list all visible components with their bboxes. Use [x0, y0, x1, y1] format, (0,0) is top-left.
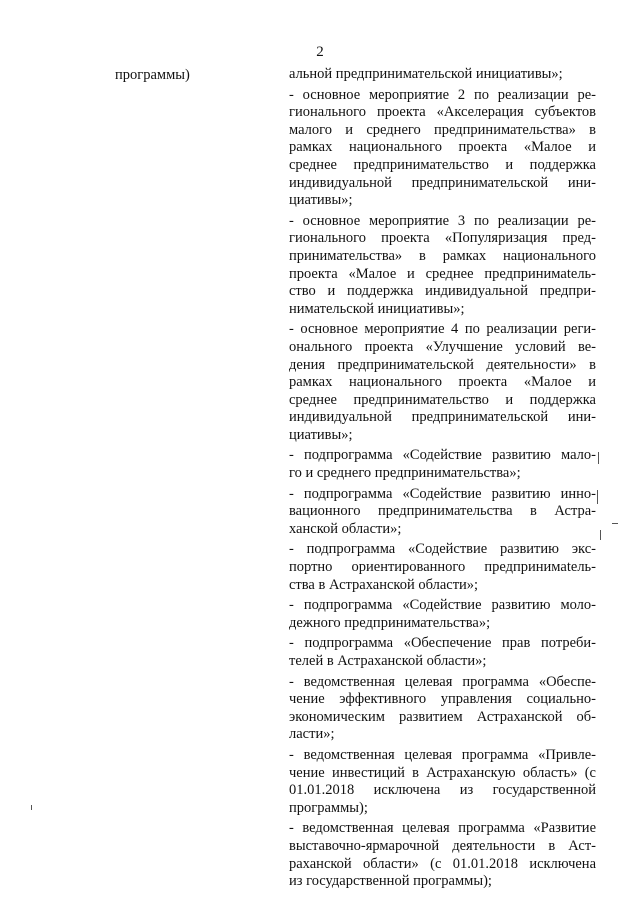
text-line: ства в Астраханской области»;	[289, 576, 479, 593]
paragraph	[289, 674, 596, 744]
text-line: ласти»;	[289, 726, 335, 743]
text-line: альной предпринимательской инициативы»;	[289, 66, 563, 82]
scan-speck	[598, 452, 599, 464]
paragraph	[289, 447, 596, 482]
paragraph	[289, 66, 596, 84]
text-line: - ведомственная целевая программа «Обеспе-	[289, 673, 596, 690]
paragraph	[289, 820, 596, 890]
text-line: ство и поддержка индивидуальной предпри-	[289, 283, 596, 300]
text-line: гионального проекта «Популяризация пред-	[289, 230, 596, 247]
paragraph	[289, 87, 596, 210]
text-line: - ведомственная целевая программа «Привле-	[289, 746, 596, 763]
text-line: телей в Астраханской области»;	[289, 653, 487, 669]
text-line: программы);	[289, 799, 368, 816]
text-line: рамках национального проекта «Малое и	[289, 139, 596, 156]
page-number: 2	[316, 44, 324, 60]
text-line: - подпрограмма «Содействие развитию мало-	[289, 447, 596, 464]
text-line: среднее предпринимательство и поддержка	[289, 156, 596, 173]
text-line: дения предпринимательской деятельности» в	[289, 356, 596, 373]
text-line: чение эффективного управления социально-	[289, 691, 596, 708]
paragraph	[289, 635, 596, 670]
left-column-label: программы)	[115, 67, 190, 83]
scan-speck	[600, 530, 601, 540]
scan-speck	[612, 523, 618, 524]
text-line: онального проекта «Улучшение условий ве-	[289, 338, 596, 355]
text-line: - ведомственная целевая программа «Развитие	[289, 820, 596, 837]
text-line: 01.01.2018 исключена из государственной	[289, 782, 596, 799]
text-line: - основное мероприятие 3 по реализации ре-	[289, 212, 596, 229]
text-line: принимательства» в рамках национального	[289, 247, 596, 264]
text-line: проекта «Малое и среднее предпринимatель-	[289, 265, 596, 282]
scan-speck	[597, 490, 598, 504]
text-line: чение инвестиций в Астраханскую область» (с	[289, 764, 596, 781]
paragraph	[289, 541, 596, 594]
text-line: циативы»;	[289, 426, 353, 443]
paragraph	[289, 321, 596, 444]
text-line: го и среднего предпринимательства»;	[289, 465, 521, 482]
text-line: малого и среднего предпринимательства» в	[289, 121, 596, 138]
text-line: выставочно-ярмарочной деятельности в Аст-	[289, 837, 596, 854]
text-line: экономическим развитием Астраханской об-	[289, 708, 596, 725]
paragraph	[289, 213, 596, 319]
text-line: индивидуальной предпринимательской ини-	[289, 409, 596, 426]
text-line: среднее предпринимательство и поддержка	[289, 391, 596, 408]
text-line: дежного предпринимательства»;	[289, 614, 491, 631]
text-line: раханской области» (с 01.01.2018 исключена	[289, 855, 596, 872]
text-line: циативы»;	[289, 192, 353, 209]
text-line: портно ориентированного предпринимatель-	[289, 559, 596, 576]
text-line: - основное мероприятие 4 по реализации реги-	[289, 321, 596, 338]
text-line: - подпрограмма «Содействие развитию инно-	[289, 485, 596, 502]
text-line: вационного предпринимательства в Астра-	[289, 503, 596, 520]
text-line: из государственной программы);	[289, 873, 492, 890]
scan-speck	[31, 805, 32, 810]
paragraph	[289, 747, 596, 817]
main-text-column	[289, 66, 596, 894]
text-line: - основное мероприятие 2 по реализации ре-	[289, 86, 596, 103]
paragraph	[289, 597, 596, 632]
text-line: - подпрограмма «Содействие развитию экс-	[289, 541, 596, 558]
text-line: гионального проекта «Акселерация субъектов	[289, 104, 596, 121]
text-line: - подпрограмма «Обеспечение прав потреби-	[289, 635, 596, 652]
text-line: - подпрограмма «Содействие развитию моло-	[289, 597, 596, 614]
text-line: нимательской инициативы»;	[289, 300, 465, 317]
text-line: индивидуальной предпринимательской ини-	[289, 174, 596, 191]
paragraph	[289, 486, 596, 539]
text-line: рамках национального проекта «Малое и	[289, 374, 596, 391]
text-line: ханской области»;	[289, 520, 402, 537]
